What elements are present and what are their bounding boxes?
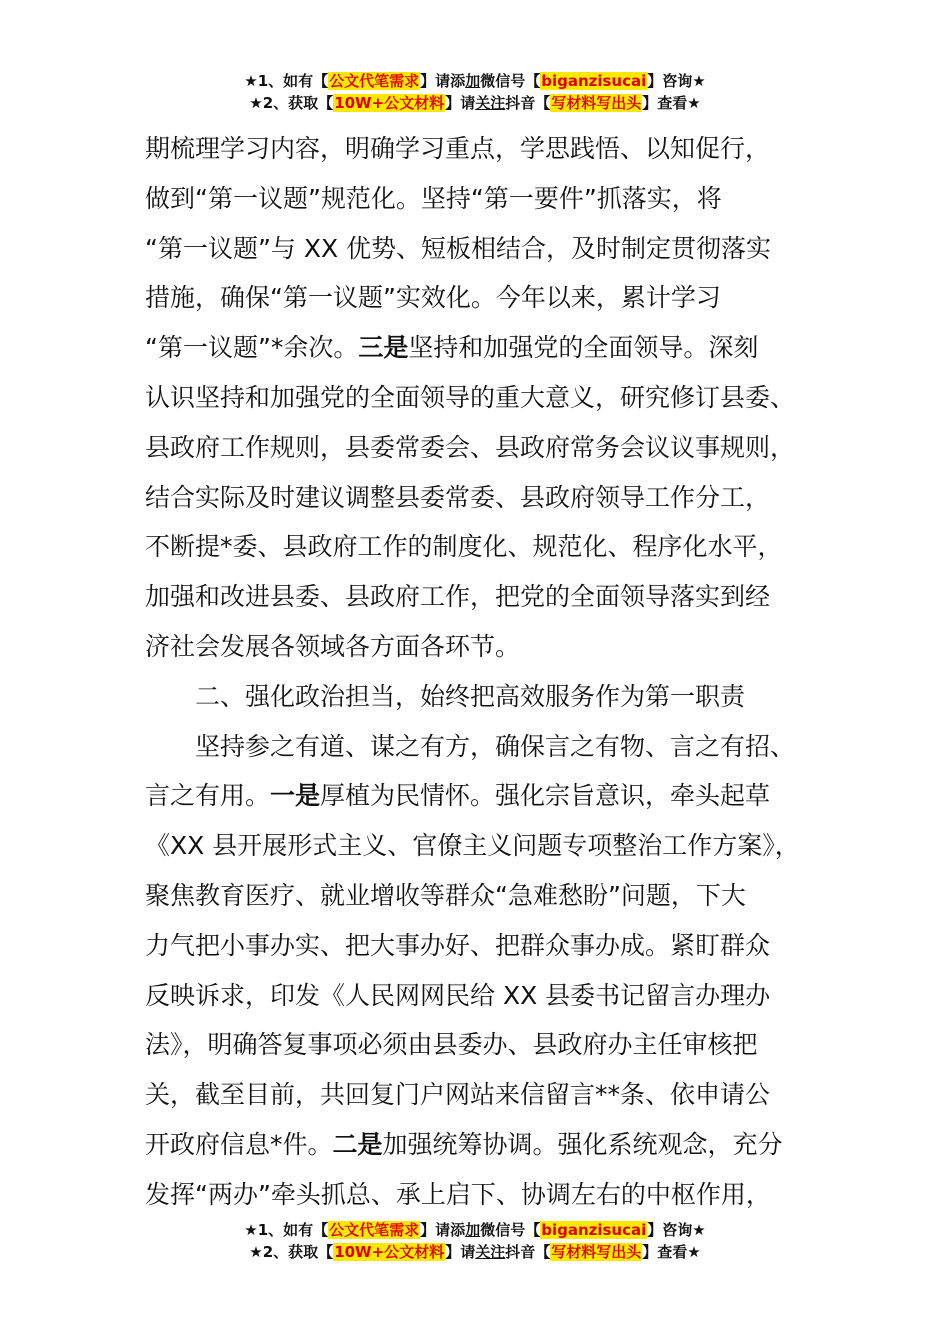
bold-marker: 三是: [358, 333, 409, 363]
text-line: 加强和改进县委、县政府工作，把党的全面领导落实到经: [145, 582, 771, 612]
text-line: 济社会发展各领域各方面各环节。: [145, 631, 521, 661]
text-line: 做到“第一议题”规范化。坚持“第一要件”抓落实，将: [145, 183, 722, 213]
highlight-materials: 10W+公文材料: [334, 94, 445, 112]
promo-line-2: ★2、获取【10W+公文材料】请关注抖音【写材料写出头】查看★: [249, 94, 701, 112]
text-line: 反映诉求，印发《人民网网民给 XX 县委书记留言办理办: [145, 980, 771, 1010]
text-line: 期梳理学习内容，明确学习重点，学思践悟、以知促行，: [145, 134, 771, 163]
text-line: 县政府工作规则，县委常委会、县政府常务会议议事规则，: [145, 432, 796, 462]
promo-banner-top: [0, 70, 950, 114]
text-line: 力气把小事办实、把大事办好、把群众事办成。紧盯群众: [145, 930, 771, 960]
highlight-wechat-id: biganzisucai: [541, 72, 647, 90]
text-line: 结合实际及时建议调整县委常委、县政府领导工作分工，: [145, 482, 771, 512]
bold-marker: 一是: [270, 781, 321, 811]
text-line: 言之有用。一是厚植为民情怀。强化宗旨意识，牵头起草: [145, 781, 771, 811]
highlight-materials: 10W+公文材料: [334, 1243, 445, 1261]
text-line: 认识坚持和加强党的全面领导的重大意义，研究修订县委、: [145, 382, 796, 412]
promo-line-1: ★1、如有【公文代笔需求】请添加微信号【biganzisucai】咨询★: [244, 1221, 706, 1239]
promo-line-1: ★1、如有【公文代笔需求】请添加微信号【biganzisucai】咨询★: [244, 72, 706, 90]
highlight-service: 公文代笔需求: [329, 1221, 420, 1239]
text-line: 聚焦教育医疗、就业增收等群众“急难愁盼”问题，下大: [145, 880, 746, 910]
bold-marker: 二是: [332, 1129, 383, 1159]
text-line: 不断提*委、县政府工作的制度化、规范化、程序化水平，: [145, 532, 783, 562]
text-line: “第一议题”*余次。三是坚持和加强党的全面领导。深刻: [145, 333, 759, 363]
highlight-wechat-id: biganzisucai: [541, 1221, 647, 1239]
highlight-douyin: 写材料写出头: [551, 1243, 642, 1261]
section-heading: 二、强化政治担当，始终把高效服务作为第一职责: [195, 681, 746, 711]
promo-line-2: ★2、获取【10W+公文材料】请关注抖音【写材料写出头】查看★: [249, 1243, 701, 1261]
text-line: 发挥“两办”牵头抓总、承上启下、协调左右的中枢作用，: [145, 1179, 771, 1209]
document-body: [145, 124, 825, 1220]
text-line: 法》，明确答复事项必须由县委办、县政府办主任审核把: [145, 1030, 758, 1060]
text-line: 《XX 县开展形式主义、官僚主义问题专项整治工作方案》，: [145, 831, 800, 861]
text-line: 关，截至目前，共回复门户网站来信留言**条、依申请公: [145, 1080, 771, 1110]
highlight-service: 公文代笔需求: [329, 72, 420, 90]
text-line: “第一议题”与 XX 优势、短板相结合，及时制定贯彻落实: [145, 233, 772, 263]
text-line: 开政府信息*件。二是加强统筹协调。强化系统观念，充分: [145, 1129, 783, 1159]
text-line: 坚持参之有道、谋之有方，确保言之有物、言之有招、: [195, 731, 796, 761]
text-line: 措施，确保“第一议题”实效化。今年以来，累计学习: [145, 283, 721, 313]
highlight-douyin: 写材料写出头: [551, 94, 642, 112]
promo-banner-bottom: [0, 1219, 950, 1263]
